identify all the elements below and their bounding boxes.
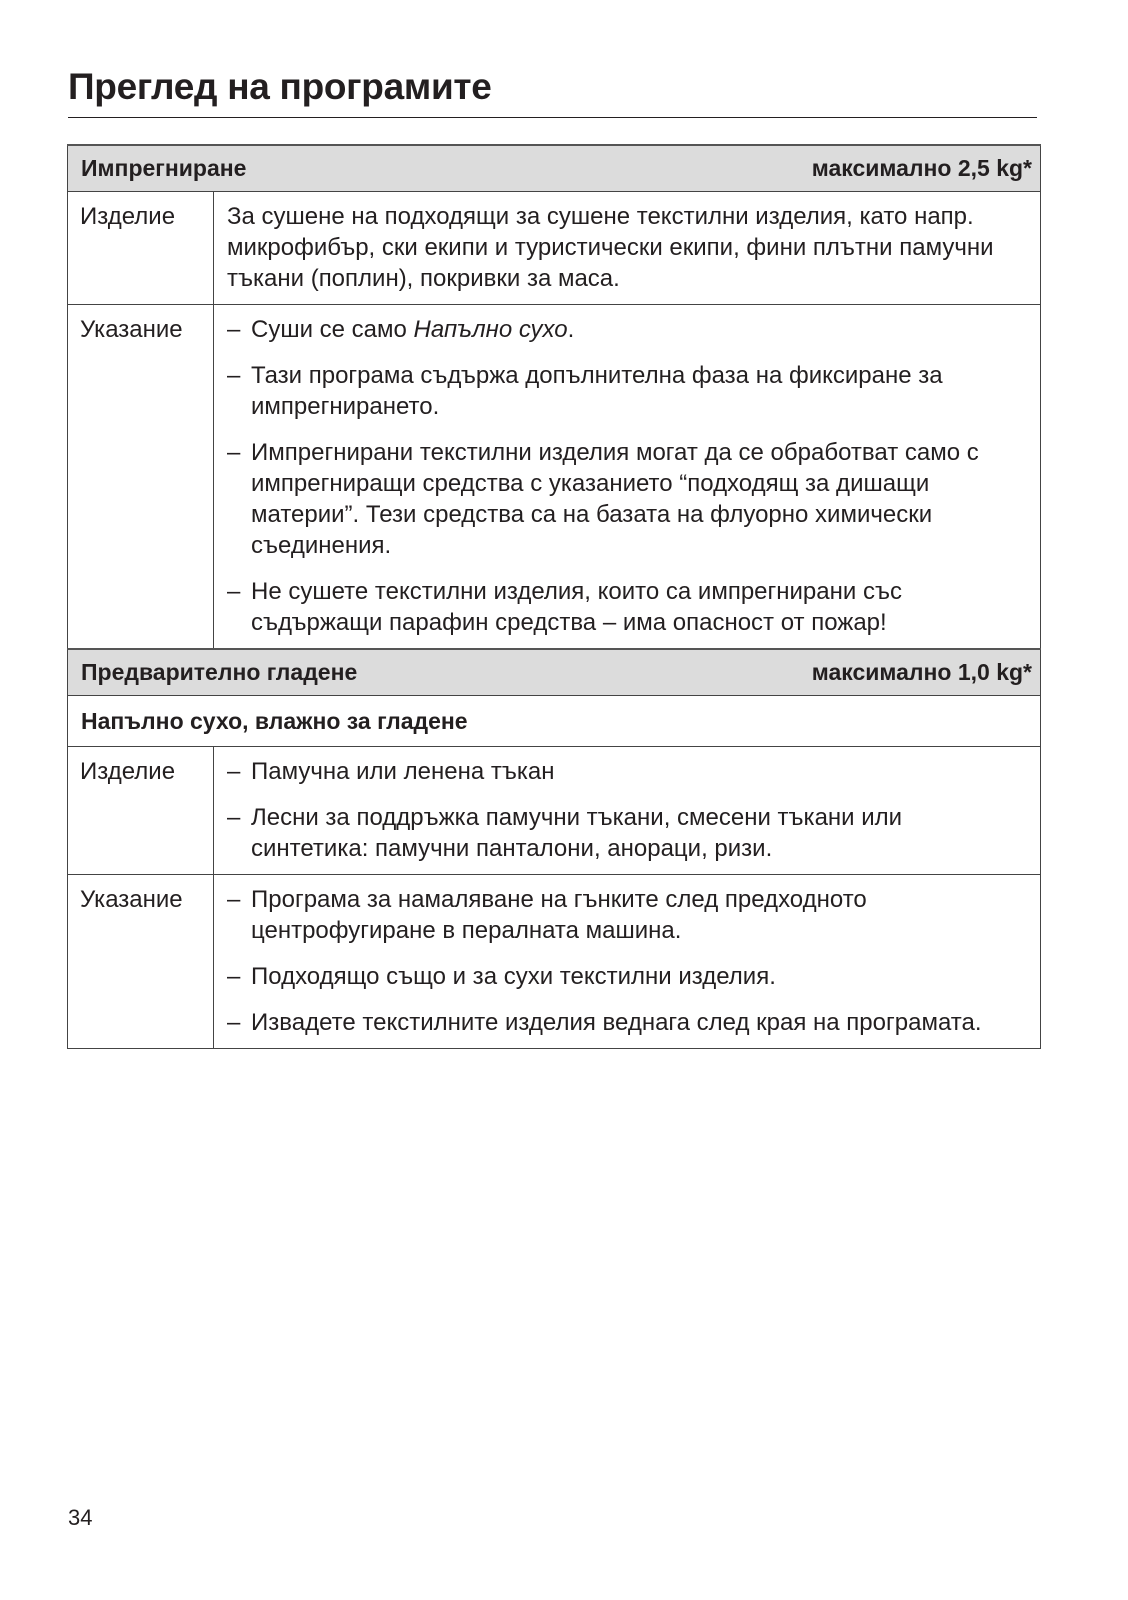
max-load: максимално 1,0 kg* — [811, 659, 1032, 685]
dash-bullet-icon: – — [227, 886, 241, 913]
table-row — [68, 305, 1041, 650]
dash-bullet-icon: – — [227, 963, 241, 990]
table-row — [68, 875, 1041, 1049]
row-label: Указание — [68, 305, 214, 650]
page-title: Преглед на програмите — [68, 66, 492, 107]
page-number: 34 — [68, 1505, 93, 1530]
table-row — [68, 192, 1041, 305]
dash-bullet-icon: – — [227, 804, 241, 831]
list-item: – Програма за намаляване на гънките след предходното центрофугиране в пералната машина. — [227, 886, 867, 944]
program-header-pre-ironing — [68, 649, 1041, 696]
row-label: Указание — [68, 875, 214, 1049]
list-item: – Суши се само Напълно сухо. — [227, 316, 575, 343]
item-description: За сушене на подходящи за сушене текстилни изделия, като напр. микрофибър, ски екипи и туристически екипи, фини плътни памучни тъкани (поплин), покривки за маса. — [214, 192, 1041, 305]
list-item: – Подходящо също и за сухи текстилни изделия. — [227, 963, 776, 990]
title-divider — [68, 117, 1037, 118]
list-item: – Тази програма съдържа допълнителна фаза на фиксиране за импрегнирането. — [227, 362, 943, 420]
dash-bullet-icon: – — [227, 1009, 241, 1036]
dash-bullet-icon: – — [227, 578, 241, 605]
program-name: Предварително гладене — [81, 659, 358, 685]
max-load: максимално 2,5 kg* — [811, 155, 1032, 181]
notes-list — [227, 314, 1026, 638]
dash-bullet-icon: – — [227, 439, 241, 466]
list-item: – Извадете текстилните изделия веднага след края на програмата. — [227, 1009, 982, 1036]
program-name: Импрегниране — [81, 155, 247, 181]
items-list — [227, 756, 1026, 864]
program-subtitle: Напълно сухо, влажно за гладене — [68, 696, 1041, 747]
list-item: – Памучна или ленена тъкан — [227, 758, 555, 785]
dash-bullet-icon: – — [227, 316, 241, 343]
list-item: – Лесни за поддръжка памучни тъкани, смесени тъкани или синтетика: памучни панталони, анораци, ризи. — [227, 804, 903, 862]
row-label: Изделие — [68, 747, 214, 875]
program-table — [67, 144, 1041, 1049]
notes-list — [227, 884, 1026, 1038]
dash-bullet-icon: – — [227, 758, 241, 785]
program-mode-emphasis: Напълно сухо — [413, 316, 568, 343]
list-item: – Не сушете текстилни изделия, които са импрегнирани със съдържащи парафин средства – има опасност от пожар! — [227, 578, 902, 636]
dash-bullet-icon: – — [227, 362, 241, 389]
program-header-impregnation — [68, 145, 1041, 192]
row-label: Изделие — [68, 192, 214, 305]
program-subtitle-row — [68, 696, 1041, 747]
list-item: – Импрегнирани текстилни изделия могат да се обработват само с импрегниращи средства с указанието “подходящ за дишащи материи”. Тези средства са на базата на флуорно химически съединения. — [227, 439, 979, 559]
table-row — [68, 747, 1041, 875]
